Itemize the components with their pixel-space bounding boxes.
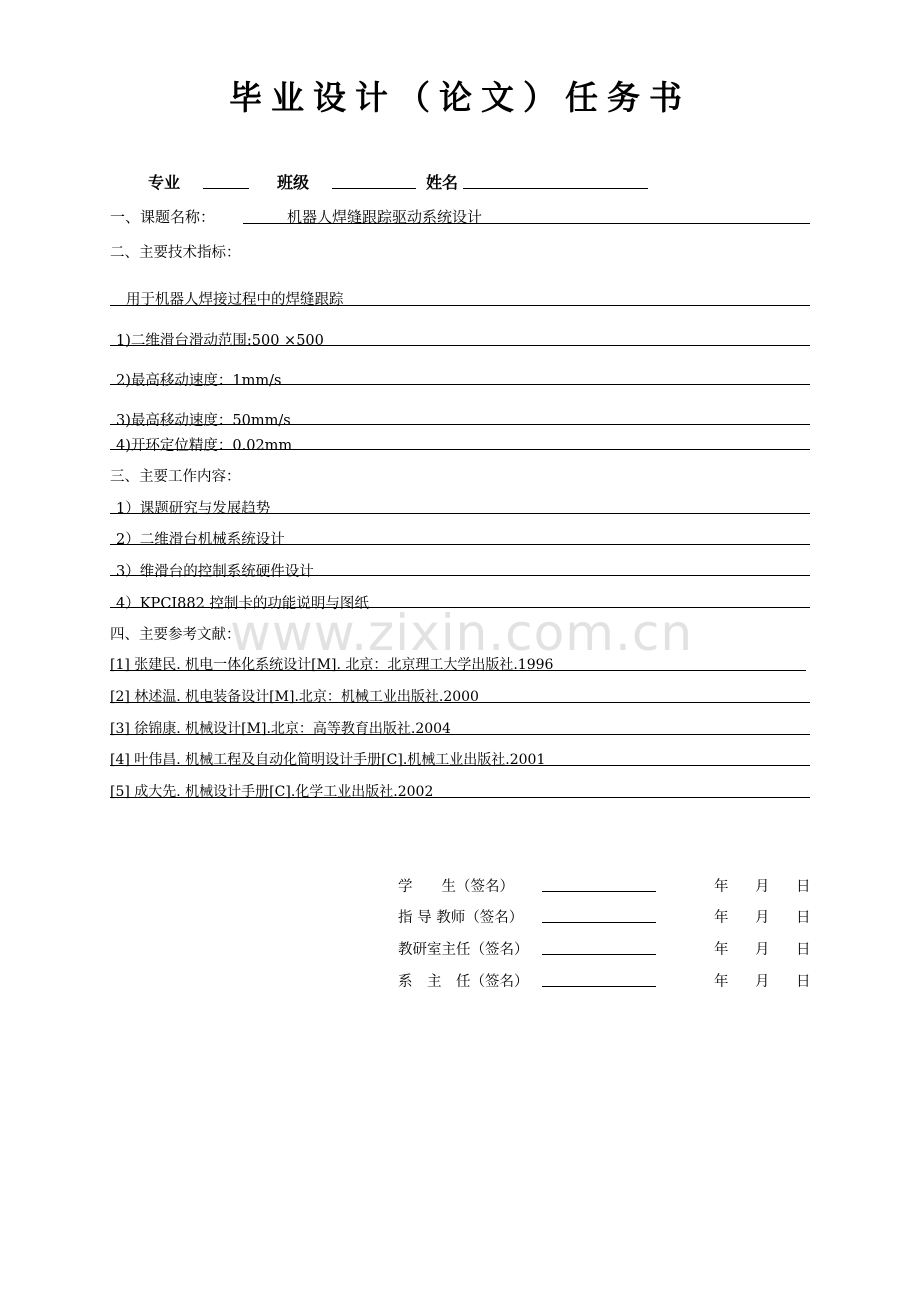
- refs-heading: 四、主要参考文献：: [110, 627, 241, 643]
- signature-label: 指 导 教师（签名）: [398, 910, 524, 926]
- page-title: 毕业设计（论文）任务书: [229, 78, 691, 117]
- tech-line: 3)最高移动速度：50mm/s: [116, 413, 291, 429]
- row-underline: [110, 513, 810, 514]
- tech-heading: 二、主要技术指标：: [110, 245, 241, 261]
- ref-item: [4] 叶伟昌. 机械工程及自动化简明设计手册[C].机械工业出版社.2001: [110, 752, 546, 768]
- row-underline: [110, 345, 810, 346]
- tech-line: 1)二维滑台滑动范围:500 ×500: [116, 333, 324, 349]
- row-underline: [110, 424, 810, 425]
- tech-line: 2)最高移动速度：1mm/s: [116, 373, 282, 389]
- year-label: 年: [714, 879, 729, 895]
- ref-item: [1] 张建民. 机电一体化系统设计[M]. 北京：北京理工大学出版社.1996: [110, 657, 554, 673]
- major-blank: [203, 188, 249, 189]
- ref-item: [5] 成大先. 机械设计手册[C].化学工业出版社.2002: [110, 784, 434, 800]
- row-underline: [110, 575, 810, 576]
- topic-value: 机器人焊缝跟踪驱动系统设计: [287, 208, 483, 226]
- signature-blank: [542, 891, 656, 892]
- signature-blank: [542, 922, 656, 923]
- ref-item: [3] 徐锦康. 机械设计[M].北京：高等教育出版社.2004: [110, 721, 451, 737]
- row-underline: [110, 449, 810, 450]
- ref-item: [2] 林述温. 机电装备设计[M].北京：机械工业出版社.2000: [110, 689, 479, 705]
- month-label: 月: [755, 974, 770, 990]
- tech-line: 用于机器人焊接过程中的焊缝跟踪: [126, 292, 344, 308]
- row-underline: [110, 734, 810, 735]
- signature-blank: [542, 954, 656, 955]
- year-label: 年: [714, 910, 729, 926]
- row-underline: [110, 384, 810, 385]
- row-underline: [110, 797, 810, 798]
- work-line: 2）二维滑台机械系统设计: [116, 532, 285, 548]
- work-line: 4）KPCI882 控制卡的功能说明与图纸: [116, 596, 369, 612]
- signature-label: 系 主 任（签名）: [398, 974, 529, 990]
- month-label: 月: [755, 942, 770, 958]
- work-line: 1）课题研究与发展趋势: [116, 501, 271, 517]
- class-label: 班级: [277, 173, 310, 192]
- month-label: 月: [755, 910, 770, 926]
- row-underline: [110, 670, 806, 671]
- work-heading: 三、主要工作内容：: [110, 469, 241, 485]
- signature-blank: [542, 986, 656, 987]
- day-label: 日: [796, 942, 811, 958]
- major-label: 专业: [148, 173, 181, 192]
- row-underline: [110, 305, 810, 306]
- day-label: 日: [796, 974, 811, 990]
- name-label: 姓名: [426, 173, 459, 192]
- signature-label: 学 生（签名）: [398, 879, 514, 895]
- topic-label: 一、课题名称：: [110, 208, 216, 226]
- name-blank: [463, 188, 648, 189]
- watermark: www.zixin.com.cn: [230, 604, 694, 662]
- day-label: 日: [796, 910, 811, 926]
- day-label: 日: [796, 879, 811, 895]
- row-underline: [110, 702, 810, 703]
- topic-underline: [243, 223, 810, 224]
- work-line: 3）维滑台的控制系统硬件设计: [116, 564, 314, 580]
- year-label: 年: [714, 974, 729, 990]
- month-label: 月: [755, 879, 770, 895]
- row-underline: [110, 544, 810, 545]
- tech-line: 4)开环定位精度：0.02mm: [116, 438, 293, 454]
- row-underline: [110, 765, 810, 766]
- class-blank: [332, 188, 416, 189]
- year-label: 年: [714, 942, 729, 958]
- signature-label: 教研室主任（签名）: [398, 942, 529, 958]
